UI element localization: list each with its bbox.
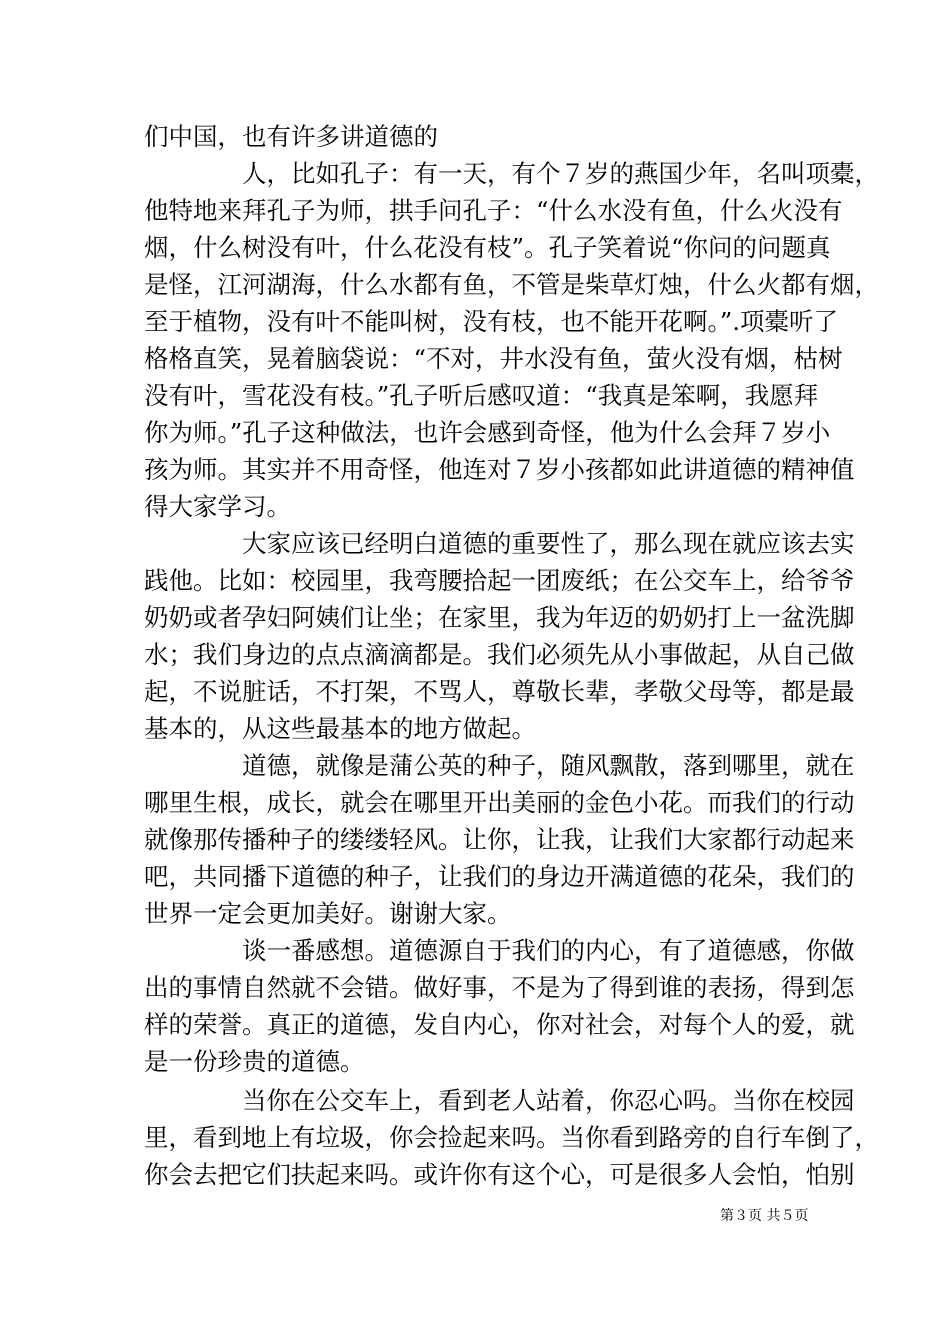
text-line: 烟，什么树没有叶，什么花没有枝”。孔子笑着说“你问的问题真	[144, 233, 831, 262]
text-line: 得大家学习。	[144, 492, 291, 521]
text-line: 你会去把它们扶起来吗。或许你有这个心，可是很多人会怕，怕别	[144, 1160, 855, 1189]
text-line: 世界一定会更加美好。谢谢大家。	[144, 899, 512, 928]
text-line: 们中国，也有许多讲道德的	[144, 122, 438, 151]
text-line: 是怪，江河湖海，什么水都有鱼，不管是柴草灯烛，什么火都有烟，	[144, 270, 879, 299]
text-line: 样的荣誉。真正的道德，发自内心，你对社会，对每个人的爱，就	[144, 1010, 855, 1039]
text-line: 当你在公交车上，看到老人站着，你忍心吗。当你在校园	[242, 1086, 855, 1115]
text-line: 人，比如孔子：有一天，有个７岁的燕国少年，名叫项橐，	[242, 159, 879, 188]
text-line: 出的事情自然就不会错。做好事，不是为了得到谁的表扬，得到怎	[144, 973, 855, 1002]
text-line: 践他。比如：校园里，我弯腰拾起一团废纸；在公交车上，给爷爷	[144, 566, 855, 595]
page-number-footer: 第３页 共５页	[720, 1208, 809, 1224]
text-line: 奶奶或者孕妇阿姨们让坐；在家里，我为年迈的奶奶打上一盆洗脚	[144, 603, 855, 632]
text-line: 就像那传播种子的缕缕轻风。让你，让我，让我们大家都行动起来	[144, 825, 855, 854]
text-line: 格格直笑，晃着脑袋说：“不对，井水没有鱼，萤火没有烟，枯树	[144, 344, 843, 373]
text-line: 道德，就像是蒲公英的种子，随风飘散，落到哪里，就在	[242, 751, 855, 780]
text-line: 谈一番感想。道德源自于我们的内心，有了道德感，你做	[242, 936, 855, 965]
text-line: 大家应该已经明白道德的重要性了，那么现在就应该去实	[242, 529, 855, 558]
text-line: 你为师。”孔子这种做法，也许会感到奇怪，他为什么会拜７岁小	[144, 418, 831, 447]
text-line: 吧，共同播下道德的种子，让我们的身边开满道德的花朵，我们的	[144, 862, 855, 891]
text-line: 他特地来拜孔子为师，拱手问孔子：“什么水没有鱼，什么火没有	[144, 196, 843, 225]
text-line: 孩为师。其实并不用奇怪，他连对７岁小孩都如此讲道德的精神值	[144, 455, 855, 484]
text-line: 基本的，从这些最基本的地方做起。	[144, 714, 536, 743]
text-line: 里，看到地上有垃圾，你会捡起来吗。当你看到路旁的自行车倒了，	[144, 1123, 879, 1152]
text-line: 没有叶，雪花没有枝。”孔子听后感叹道：“我真是笨啊，我愿拜	[144, 381, 819, 410]
text-line: 是一份珍贵的道德。	[144, 1047, 365, 1076]
text-line: 起，不说脏话，不打架，不骂人，尊敬长辈，孝敬父母等，都是最	[144, 677, 855, 706]
text-line: 至于植物，没有叶不能叫树，没有枝，也不能开花啊。”.项橐听了	[144, 307, 839, 336]
text-line: 哪里生根，成长，就会在哪里开出美丽的金色小花。而我们的行动	[144, 788, 855, 817]
text-line: 水；我们身边的点点滴滴都是。我们必须先从小事做起，从自己做	[144, 640, 855, 669]
